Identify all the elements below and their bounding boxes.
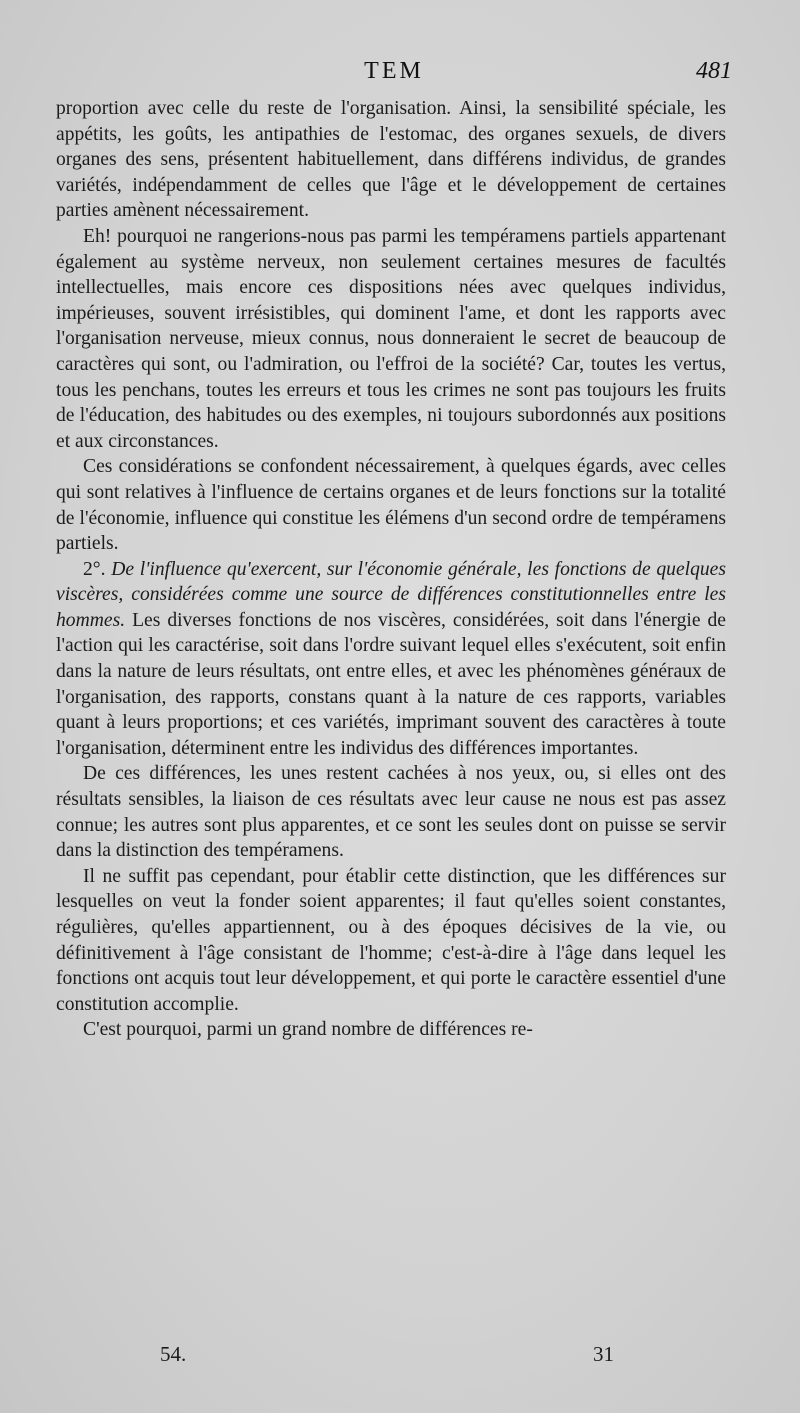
paragraph: C'est pourquoi, parmi un grand nombre de différences re-: [83, 1019, 533, 1041]
paragraph: De ces différences, les unes restent cachées à nos yeux, ou, si elles ont des résultats sensibles, la liaison de ces résultats avec leur cause ne nous est pas assez connue; les autres sont plus apparentes, et ce sont les seules dont on puisse se servir dans la distinction des tempéramens.: [56, 763, 726, 862]
page-number: 481: [696, 58, 732, 84]
paragraph: Ces considérations se confondent nécessairement, à quelques égards, avec celles qui sont relatives à l'influence de certains organes et de leurs fonctions sur la totalité de l'économie, influence qui constitue les élémens d'un second ordre de tempéramens partiels.: [56, 456, 726, 555]
section-text: Les diverses fonctions de nos viscères, considérées, soit dans l'énergie de l'action qui les caractérise, soit dans l'ordre suivant lequel elles s'exécutent, soit enfin dans la nature de leurs résultats, ont entre elles, et avec les phénomènes généraux de l'organisation, des rapports, constans quant à la nature de ces rapports, variables quant à leurs proportions; et ces variétés, imprimant souvent des caractères à toute l'organisation, déterminent entre les individus des différences importantes.: [56, 609, 726, 759]
section-heading: De l'influence qu'exercent, sur l'économie générale, les fonctions de quelques viscères, considérées comme une source de différences constitutionnelles entre les hommes.: [56, 558, 726, 631]
page-footer: [56, 1342, 726, 1372]
body-text: [56, 96, 726, 1043]
section-number: 2°.: [83, 558, 106, 580]
running-head: [56, 58, 732, 94]
paragraph: Eh! pourquoi ne rangerions-nous pas parmi les tempéramens partiels appartenant également au système nerveux, non seulement certaines mesures de facultés intellectuelles, mais encore ces dispositions nées avec quelques individus, impérieuses, souvent irrésistibles, qui dominent l'ame, et dont les rapports avec l'organisation nerveuse, mieux connus, nous donneraient le secret de beaucoup de caractères qui sont, ou l'admiration, ou l'effroi de la société? Car, toutes les vertus, tous les penchans, toutes les erreurs et tous les crimes ne sont pas toujours les fruits de l'éducation, des habitudes ou des exemples, ni toujours subordonnés aux positions et aux circonstances.: [56, 225, 726, 452]
signature-mark: 54.: [160, 1342, 187, 1366]
paragraph: Il ne suffit pas cependant, pour établir cette distinction, que les différences sur lesquelles on veut la fonder soient apparentes; il faut qu'elles soient constantes, régulières, qu'elles appartiennent, ou à des époques décisives de la vie, ou définitivement à l'âge consistant de l'homme; c'est-à-dire à l'âge dans lequel les fonctions ont acquis tout leur développement, et qui porte le caractère essentiel d'une constitution accomplie.: [56, 865, 726, 1015]
paragraph-continuation: proportion avec celle du reste de l'organisation. Ainsi, la sensibilité spéciale, les appétits, les goûts, les antipathies de l'estomac, des organes sexuels, de divers organes des sens, présentent habituellement, dans différens individus, de grandes variétés, indépendamment de celles que l'âge et le développement de certaines parties amènent nécessairement.: [56, 98, 726, 222]
section-paragraph: [56, 557, 726, 762]
gathering-folio: 31: [593, 1342, 614, 1366]
running-head-title: TEM: [364, 58, 424, 84]
